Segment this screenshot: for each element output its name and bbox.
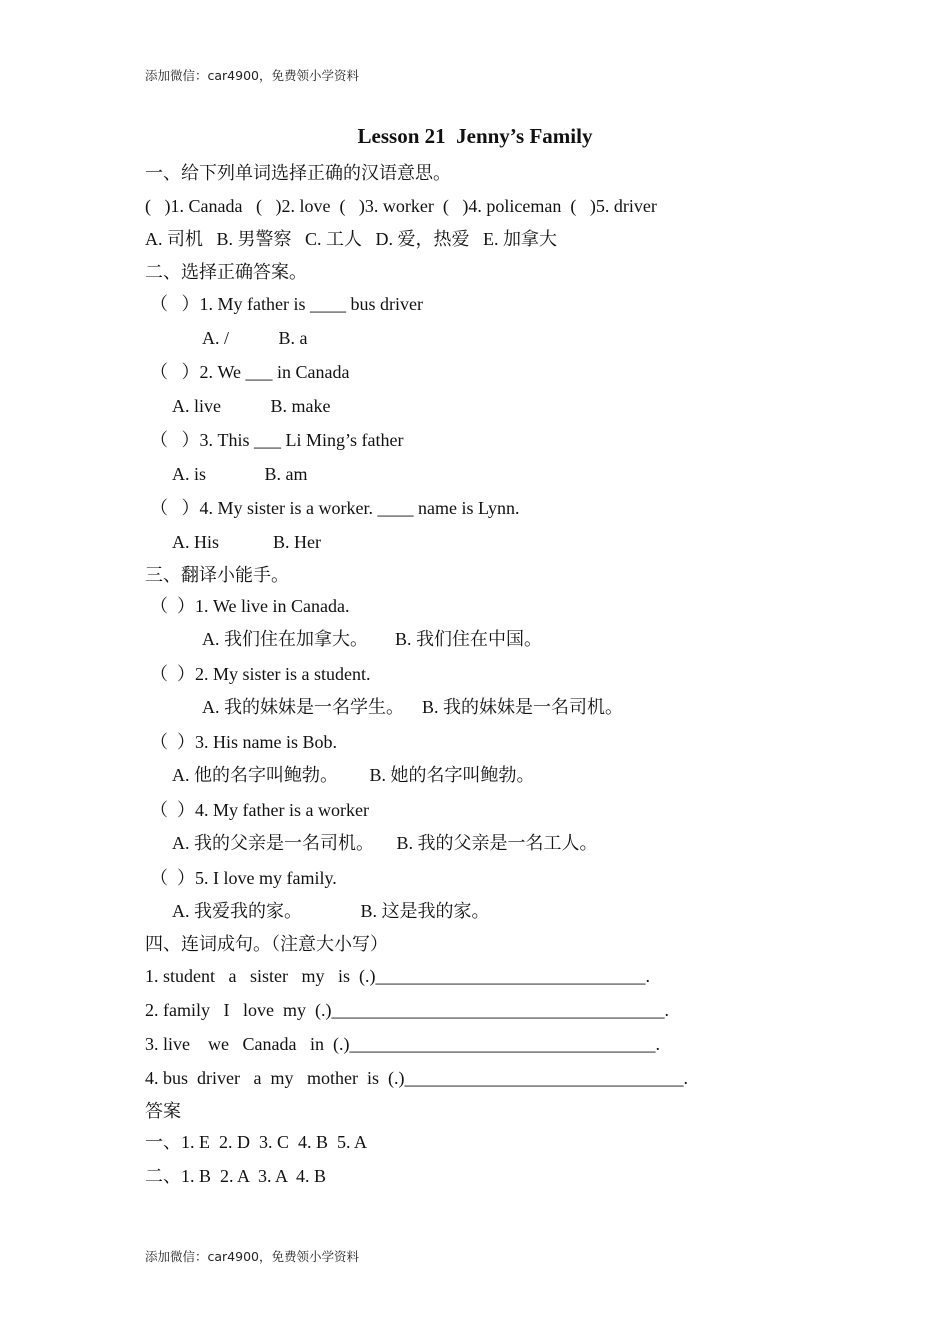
header-note: 添加微信：car4900，免费领小学资料 [145, 68, 359, 83]
worksheet-line: A. is B. am [172, 464, 308, 484]
worksheet-line: A. 我们住在加拿大。 B. 我们住在中国。 [202, 629, 543, 649]
worksheet-line: 2. family I love my (.)_____________________________________. [145, 1000, 669, 1020]
worksheet-line: 答案 [145, 1101, 181, 1121]
worksheet-line: （ ）3. This ___ Li Ming’s father [150, 430, 404, 450]
worksheet-line: （ ）1. We live in Canada. [150, 596, 350, 616]
worksheet-line: 二、选择正确答案。 [145, 262, 307, 282]
worksheet-line: A. 我爱我的家。 B. 这是我的家。 [172, 901, 490, 921]
worksheet-line: 3. live we Canada in (.)__________________________________. [145, 1034, 660, 1054]
footer-note: 添加微信：car4900，免费领小学资料 [145, 1249, 359, 1264]
worksheet-line: 三、翻译小能手。 [145, 565, 289, 585]
worksheet-line: A. His B. Her [172, 532, 321, 552]
worksheet-line: A. live B. make [172, 396, 331, 416]
worksheet-line: 一、1. E 2. D 3. C 4. B 5. A [145, 1132, 368, 1152]
page-title: Lesson 21 Jenny’s Family [357, 124, 593, 148]
worksheet-line: 4. bus driver a my mother is (.)_______________________________. [145, 1068, 688, 1088]
worksheet-line: （ ）4. My sister is a worker. ____ name is Lynn. [150, 498, 520, 518]
worksheet-line: （ ）5. I love my family. [150, 868, 337, 888]
worksheet-line: （ ）2. We ___ in Canada [150, 362, 350, 382]
worksheet-line: A. 我的父亲是一名司机。 B. 我的父亲是一名工人。 [172, 833, 598, 853]
worksheet-line: A. 司机 B. 男警察 C. 工人 D. 爱，热爱 E. 加拿大 [145, 229, 558, 249]
worksheet-line: 1. student a sister my is (.)______________________________. [145, 966, 650, 986]
worksheet-line: A. 他的名字叫鲍勃。 B. 她的名字叫鲍勃。 [172, 765, 535, 785]
worksheet-line: （ ）4. My father is a worker [150, 800, 369, 820]
worksheet-line: 四、连词成句。（注意大小写） [145, 934, 388, 954]
worksheet-line: 一、给下列单词选择正确的汉语意思。 [145, 163, 451, 183]
worksheet-line: A. / B. a [202, 328, 308, 348]
worksheet-line: （ ）2. My sister is a student. [150, 664, 371, 684]
worksheet-line: 二、1. B 2. A 3. A 4. B [145, 1166, 327, 1186]
worksheet-line: A. 我的妹妹是一名学生。 B. 我的妹妹是一名司机。 [202, 697, 624, 717]
worksheet-line: ( )1. Canada ( )2. love ( )3. worker ( )4. policeman ( )5. driver [145, 196, 657, 216]
worksheet-line: （ ）1. My father is ____ bus driver [150, 294, 423, 314]
worksheet-line: （ ）3. His name is Bob. [150, 732, 337, 752]
